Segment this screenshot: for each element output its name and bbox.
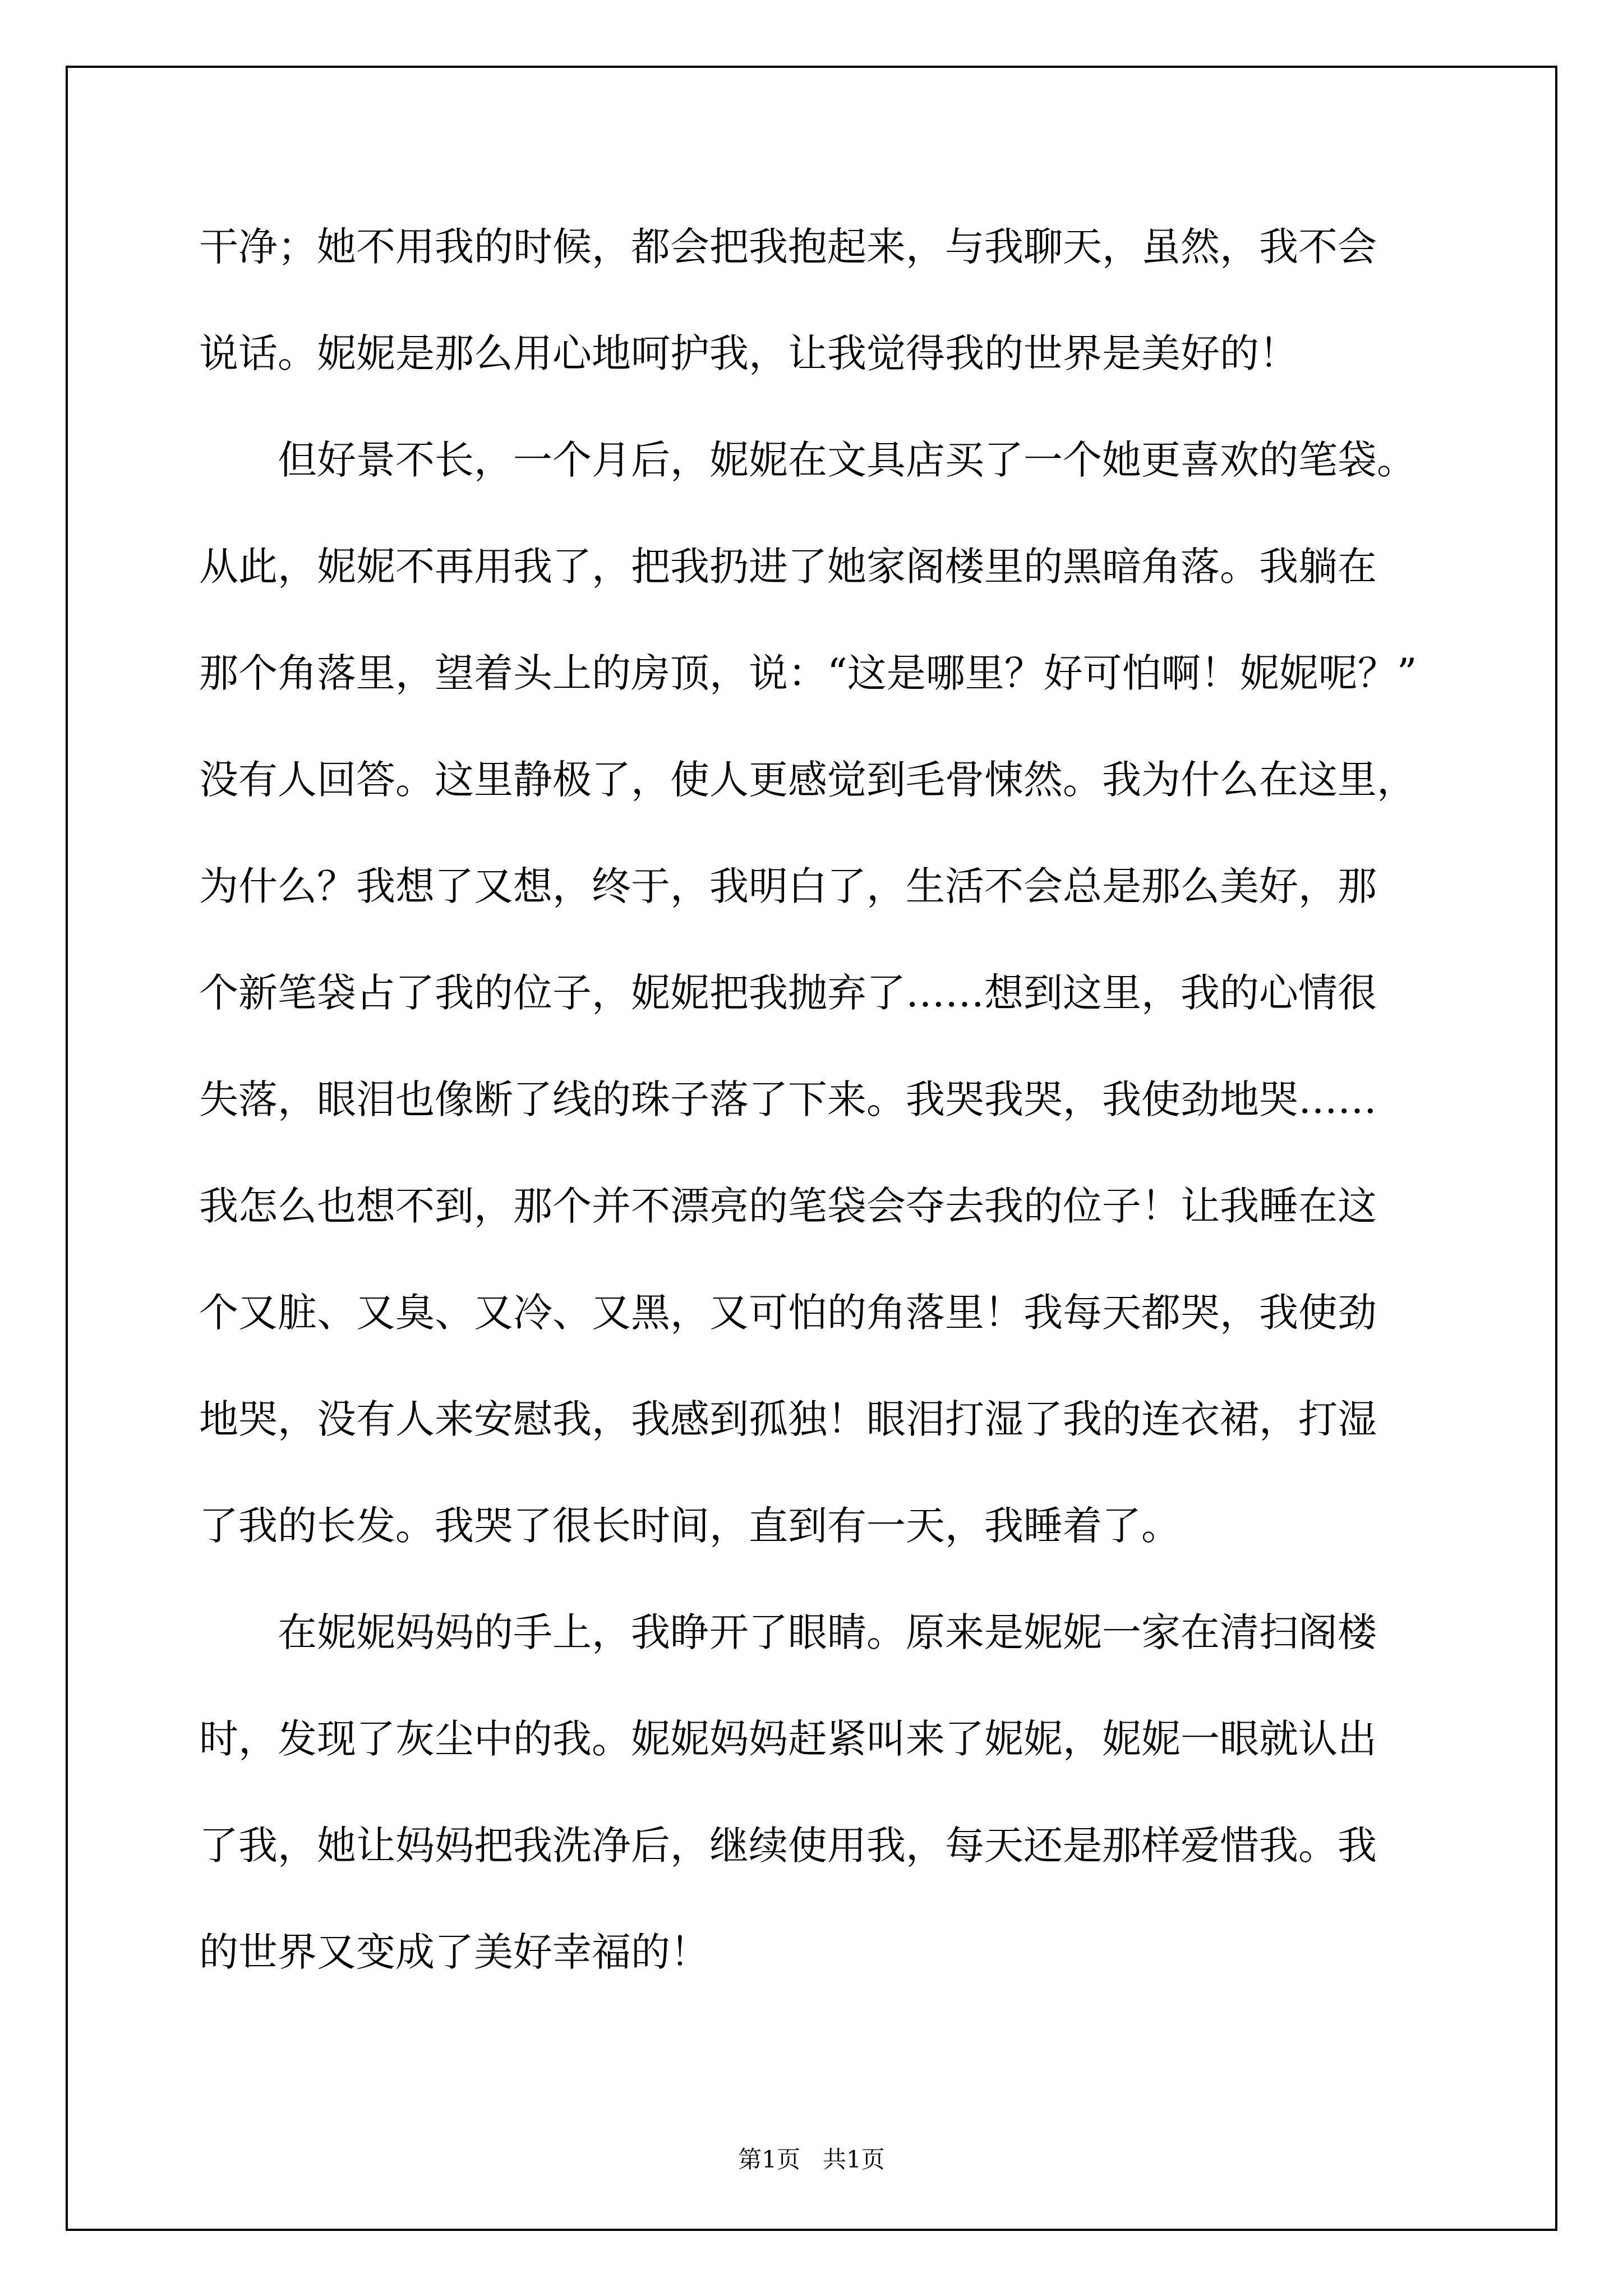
text-line: 说话。妮妮是那么用心地呵护我，让我觉得我的世界是美好的！ xyxy=(199,330,1298,376)
text-line: 个新笔袋占了我的位子，妮妮把我抛弃了……想到这里，我的心情很 xyxy=(199,970,1377,1016)
text-line: 那个角落里，望着头上的房顶，说：“这是哪里？好可怕啊！妮妮呢？” xyxy=(199,650,1417,696)
page-number-footer: 第1页 共1页 xyxy=(738,2146,885,2173)
text-line: 为什么？我想了又想，终于，我明白了，生活不会总是那么美好，那 xyxy=(199,863,1377,909)
text-line: 地哭，没有人来安慰我，我感到孤独！眼泪打湿了我的连衣裙，打湿 xyxy=(199,1396,1377,1442)
page-border xyxy=(66,66,1557,2231)
text-line: 个又脏、又臭、又冷、又黑，又可怕的角落里！我每天都哭，我使劲 xyxy=(199,1290,1377,1336)
text-line: 我怎么也想不到，那个并不漂亮的笔袋会夺去我的位子！让我睡在这 xyxy=(199,1183,1377,1229)
text-line: 的世界又变成了美好幸福的！ xyxy=(199,1929,709,1975)
text-line: 干净；她不用我的时候，都会把我抱起来，与我聊天，虽然，我不会 xyxy=(199,224,1377,270)
text-line: 了我的长发。我哭了很长时间，直到有一天，我睡着了。 xyxy=(199,1503,1181,1549)
text-line: 失落，眼泪也像断了线的珠子落了下来。我哭我哭，我使劲地哭…… xyxy=(199,1076,1377,1122)
paragraph-start: 但好景不长，一个月后，妮妮在文具店买了一个她更喜欢的笔袋。 xyxy=(278,437,1416,483)
text-line: 从此，妮妮不再用我了，把我扔进了她家阁楼里的黑暗角落。我躺在 xyxy=(199,544,1377,590)
text-line: 了我，她让妈妈把我洗净后，继续使用我，每天还是那样爱惜我。我 xyxy=(199,1823,1377,1869)
text-line: 没有人回答。这里静极了，使人更感觉到毛骨悚然。我为什么在这里， xyxy=(199,757,1416,803)
paragraph-start: 在妮妮妈妈的手上，我睁开了眼睛。原来是妮妮一家在清扫阁楼 xyxy=(278,1609,1377,1655)
text-line: 时，发现了灰尘中的我。妮妮妈妈赶紧叫来了妮妮，妮妮一眼就认出 xyxy=(199,1716,1377,1762)
